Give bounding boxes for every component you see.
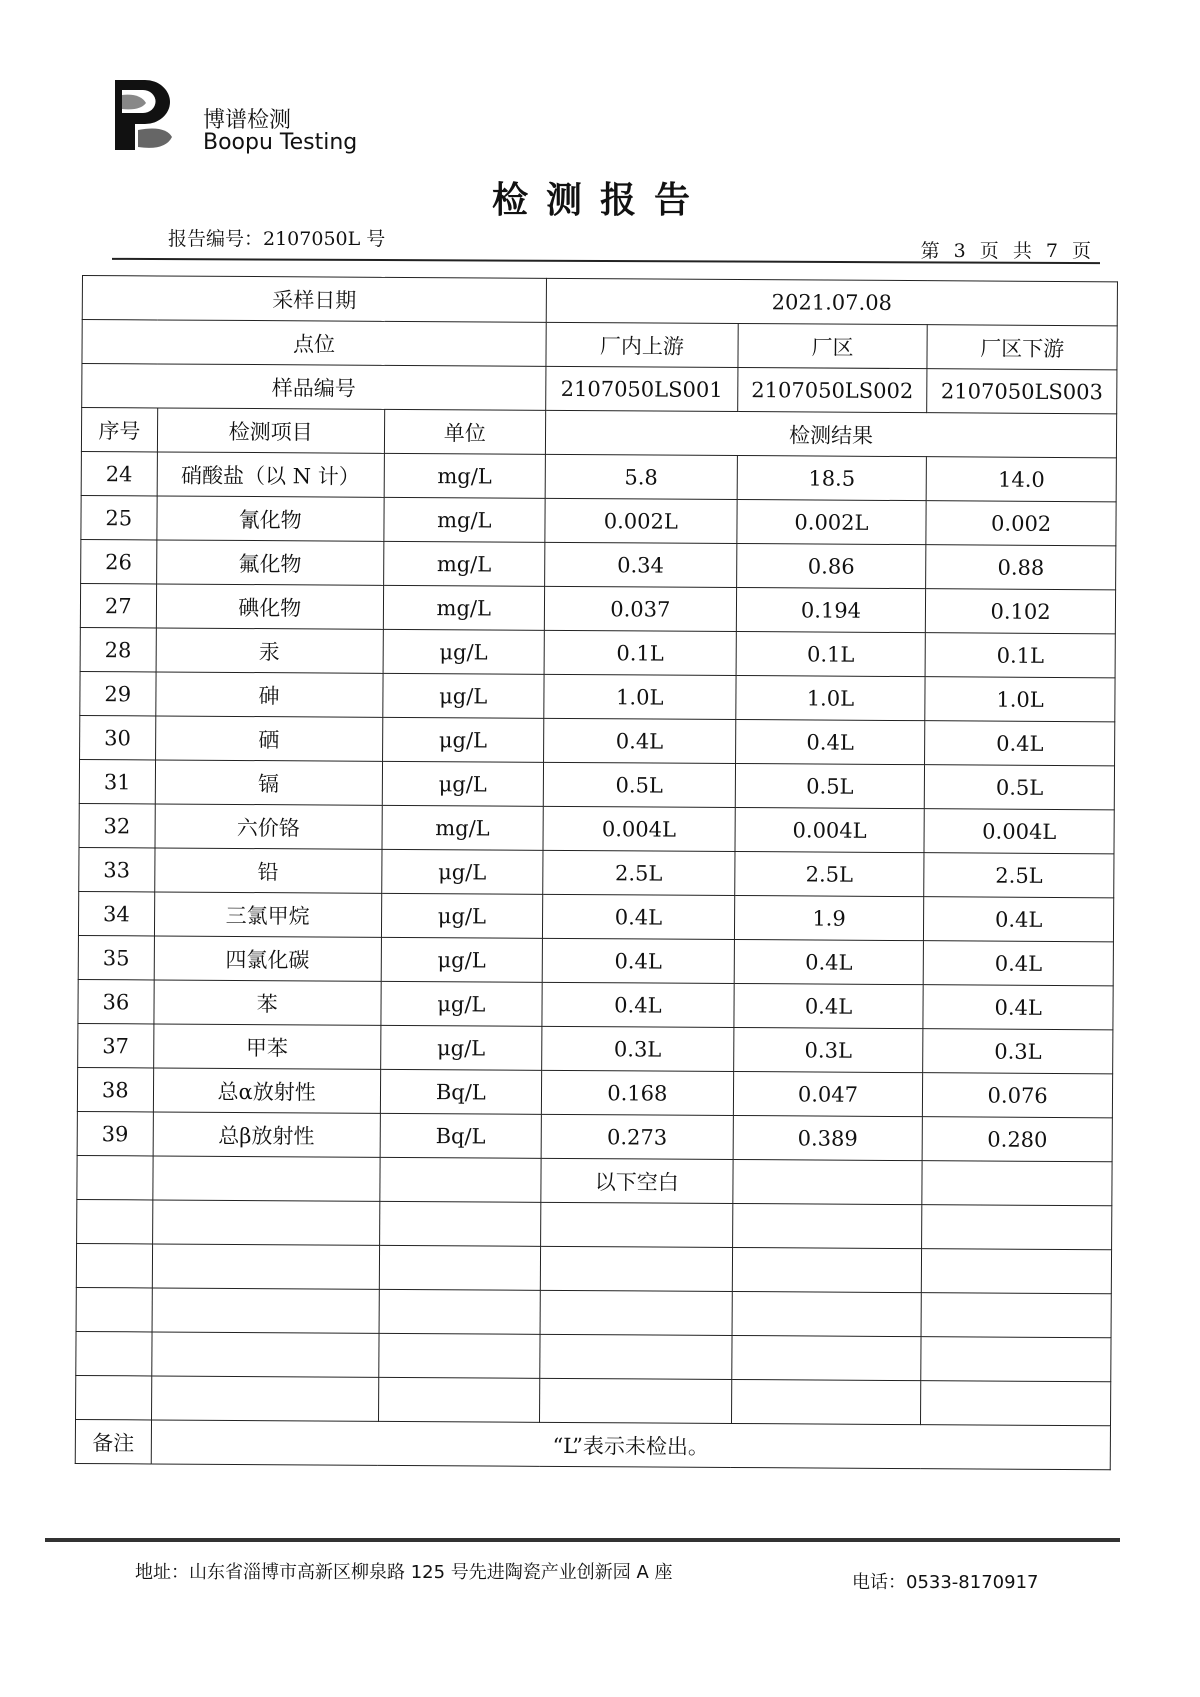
empty-cell bbox=[541, 1202, 733, 1247]
empty-cell bbox=[151, 1332, 378, 1377]
empty-cell bbox=[76, 1331, 152, 1375]
sample-no-row bbox=[82, 364, 1117, 414]
result-cell: 0.4L bbox=[734, 983, 924, 1028]
item-cell: 铅 bbox=[154, 848, 381, 893]
site-row bbox=[82, 320, 1117, 370]
seq-cell: 31 bbox=[79, 759, 155, 803]
item-cell: 硒 bbox=[155, 716, 382, 761]
empty-cell bbox=[921, 1293, 1111, 1338]
blank-row bbox=[77, 1155, 1112, 1205]
unit-cell: mg/L bbox=[382, 805, 544, 850]
result-cell: 0.4L bbox=[542, 894, 734, 939]
empty-cell bbox=[732, 1203, 922, 1248]
result-cell: 0.4L bbox=[542, 938, 734, 983]
seq-cell: 35 bbox=[78, 935, 154, 979]
result-cell: 0.3L bbox=[733, 1027, 923, 1072]
sampling-date-label: 采样日期 bbox=[82, 276, 546, 323]
result-cell: 0.1L bbox=[544, 630, 736, 675]
empty-cell bbox=[540, 1378, 732, 1423]
item-cell: 三氯甲烷 bbox=[154, 892, 381, 937]
result-cell: 1.0L bbox=[925, 677, 1115, 722]
document-title: 检测报告 bbox=[491, 179, 708, 221]
empty-cell bbox=[731, 1379, 921, 1424]
item-cell: 砷 bbox=[155, 672, 382, 717]
table-row bbox=[81, 539, 1116, 589]
blank-row bbox=[76, 1331, 1111, 1381]
seq-cell: 34 bbox=[78, 891, 154, 935]
seq-cell: 28 bbox=[80, 627, 156, 671]
empty-cell bbox=[152, 1244, 379, 1289]
result-cell: 0.004L bbox=[543, 806, 735, 851]
sample-no-label: 样品编号 bbox=[82, 364, 546, 411]
empty-cell bbox=[379, 1157, 541, 1202]
empty-cell bbox=[732, 1247, 922, 1292]
unit-cell: Bq/L bbox=[380, 1113, 542, 1158]
table-row bbox=[81, 495, 1116, 545]
sampling-date-value: 2021.07.08 bbox=[546, 278, 1117, 325]
unit-cell: Bq/L bbox=[380, 1069, 542, 1114]
seq-cell: 37 bbox=[78, 1023, 154, 1067]
table-row bbox=[77, 1067, 1112, 1117]
empty-cell bbox=[76, 1287, 152, 1331]
empty-cell bbox=[152, 1288, 379, 1333]
empty-cell bbox=[76, 1243, 152, 1287]
item-cell: 汞 bbox=[156, 628, 383, 673]
footer-divider bbox=[45, 1538, 1120, 1542]
empty-cell bbox=[379, 1289, 541, 1334]
result-cell: 0.4L bbox=[923, 985, 1113, 1030]
result-cell: 0.1L bbox=[736, 632, 926, 677]
table-row bbox=[78, 891, 1113, 941]
brand-name-en: Boopu Testing bbox=[203, 130, 358, 155]
col-seq: 序号 bbox=[81, 408, 157, 452]
result-cell: 2.5L bbox=[734, 851, 924, 896]
result-cell: 0.4L bbox=[925, 721, 1115, 766]
result-cell: 1.0L bbox=[735, 676, 925, 721]
empty-cell bbox=[379, 1245, 541, 1290]
seq-cell: 39 bbox=[77, 1111, 153, 1155]
result-cell: 0.102 bbox=[926, 589, 1116, 634]
seq-cell: 30 bbox=[80, 715, 156, 759]
item-cell: 苯 bbox=[154, 980, 381, 1025]
unit-cell: μg/L bbox=[381, 893, 543, 938]
result-cell: 0.273 bbox=[541, 1114, 733, 1159]
empty-cell bbox=[77, 1155, 153, 1199]
sample-no-3: 2107050LS003 bbox=[927, 369, 1117, 414]
item-cell: 碘化物 bbox=[156, 584, 383, 629]
table-row bbox=[78, 935, 1113, 985]
result-cell: 0.4L bbox=[542, 982, 734, 1027]
result-cell: 2.5L bbox=[543, 850, 735, 895]
result-cell: 0.004L bbox=[735, 807, 925, 852]
result-cell: 0.168 bbox=[541, 1070, 733, 1115]
result-cell: 0.002 bbox=[926, 501, 1116, 546]
remark-text: “L”表示未检出。 bbox=[151, 1420, 1111, 1470]
footer-address: 地址：山东省淄博市高新区柳泉路 125 号先进陶瓷产业创新园 A 座 bbox=[135, 1562, 673, 1583]
col-item: 检测项目 bbox=[157, 408, 384, 453]
result-cell: 0.002L bbox=[545, 498, 737, 543]
empty-cell bbox=[921, 1337, 1111, 1382]
result-cell: 0.4L bbox=[734, 939, 924, 984]
brand-name-cn: 博谱检测 bbox=[203, 108, 292, 133]
blank-row bbox=[76, 1375, 1111, 1425]
result-cell: 0.047 bbox=[733, 1071, 923, 1116]
empty-cell bbox=[540, 1246, 732, 1291]
result-cell: 0.34 bbox=[545, 542, 737, 587]
seq-cell: 38 bbox=[77, 1067, 153, 1111]
blank-row bbox=[76, 1243, 1111, 1293]
empty-cell bbox=[540, 1334, 732, 1379]
sample-no-2: 2107050LS002 bbox=[737, 368, 927, 413]
unit-cell: mg/L bbox=[384, 453, 546, 498]
empty-cell bbox=[922, 1205, 1112, 1250]
result-cell: 1.9 bbox=[734, 895, 924, 940]
empty-cell bbox=[378, 1333, 540, 1378]
result-cell: 0.002L bbox=[737, 500, 927, 545]
empty-cell bbox=[922, 1249, 1112, 1294]
seq-cell: 33 bbox=[79, 847, 155, 891]
result-cell: 0.037 bbox=[544, 586, 736, 631]
blank-note: 以下空白 bbox=[541, 1158, 733, 1203]
item-cell: 总β放射性 bbox=[153, 1112, 380, 1157]
result-cell: 0.194 bbox=[736, 588, 926, 633]
unit-cell: mg/L bbox=[383, 541, 545, 586]
empty-cell bbox=[379, 1201, 541, 1246]
table-row bbox=[80, 583, 1115, 633]
result-cell: 0.86 bbox=[736, 544, 926, 589]
empty-cell bbox=[733, 1159, 923, 1204]
result-cell: 0.5L bbox=[543, 762, 735, 807]
blank-row bbox=[76, 1287, 1111, 1337]
unit-cell: μg/L bbox=[382, 673, 544, 718]
blank-row bbox=[77, 1199, 1112, 1249]
seq-cell: 27 bbox=[80, 583, 156, 627]
footer-phone: 电话：0533-8170917 bbox=[852, 1572, 1039, 1593]
empty-cell bbox=[731, 1335, 921, 1380]
result-cell: 0.076 bbox=[923, 1073, 1113, 1118]
table-row bbox=[80, 671, 1115, 721]
seq-cell: 29 bbox=[80, 671, 156, 715]
item-cell: 四氯化碳 bbox=[154, 936, 381, 981]
result-cell: 0.3L bbox=[542, 1026, 734, 1071]
column-header-row bbox=[81, 408, 1116, 458]
remark-row bbox=[75, 1419, 1110, 1469]
empty-cell bbox=[922, 1161, 1112, 1206]
result-cell: 0.4L bbox=[544, 718, 736, 763]
item-cell: 六价铬 bbox=[155, 804, 382, 849]
results-table bbox=[75, 275, 1118, 1470]
result-cell: 0.389 bbox=[733, 1115, 923, 1160]
empty-cell bbox=[153, 1156, 380, 1201]
seq-cell: 26 bbox=[81, 539, 157, 583]
report-number: 报告编号：2107050L 号 bbox=[168, 228, 386, 250]
unit-cell: mg/L bbox=[383, 585, 545, 630]
result-cell: 14.0 bbox=[926, 457, 1116, 502]
empty-cell bbox=[921, 1381, 1111, 1426]
unit-cell: μg/L bbox=[381, 981, 543, 1026]
empty-cell bbox=[151, 1376, 378, 1421]
site-2: 厂区 bbox=[738, 324, 928, 369]
table-row bbox=[79, 759, 1114, 809]
table-row bbox=[78, 979, 1113, 1029]
unit-cell: μg/L bbox=[380, 1025, 542, 1070]
result-cell: 0.5L bbox=[735, 763, 925, 808]
unit-cell: μg/L bbox=[383, 629, 545, 674]
result-cell: 0.004L bbox=[924, 809, 1114, 854]
seq-cell: 25 bbox=[81, 495, 157, 539]
result-cell: 1.0L bbox=[544, 674, 736, 719]
empty-cell bbox=[540, 1290, 732, 1335]
result-cell: 0.5L bbox=[925, 765, 1115, 810]
result-cell: 0.1L bbox=[925, 633, 1115, 678]
col-unit: 单位 bbox=[384, 409, 546, 454]
unit-cell: μg/L bbox=[382, 717, 544, 762]
item-cell: 氰化物 bbox=[157, 496, 384, 541]
table-row bbox=[79, 847, 1114, 897]
unit-cell: μg/L bbox=[381, 849, 543, 894]
boopu-logo-icon bbox=[110, 75, 180, 155]
site-3: 厂区下游 bbox=[927, 325, 1117, 370]
seq-cell: 24 bbox=[81, 451, 157, 495]
result-cell: 0.4L bbox=[735, 720, 925, 765]
table-row bbox=[77, 1111, 1112, 1161]
empty-cell bbox=[732, 1291, 922, 1336]
item-cell: 镉 bbox=[155, 760, 382, 805]
empty-cell bbox=[152, 1200, 379, 1245]
item-cell: 硝酸盐（以 N 计） bbox=[157, 452, 384, 497]
table-row bbox=[80, 715, 1115, 765]
item-cell: 甲苯 bbox=[153, 1024, 380, 1069]
seq-cell: 36 bbox=[78, 979, 154, 1023]
result-cell: 0.88 bbox=[926, 545, 1116, 590]
col-result: 检测结果 bbox=[545, 410, 1116, 457]
empty-cell bbox=[378, 1377, 540, 1422]
result-cell: 0.4L bbox=[924, 897, 1114, 942]
site-label: 点位 bbox=[82, 320, 546, 367]
sample-no-1: 2107050LS001 bbox=[546, 366, 738, 411]
item-cell: 氟化物 bbox=[156, 540, 383, 585]
table-row bbox=[79, 803, 1114, 853]
result-cell: 0.3L bbox=[923, 1029, 1113, 1074]
table-row bbox=[78, 1023, 1113, 1073]
site-1: 厂内上游 bbox=[546, 322, 738, 367]
sampling-date-row bbox=[82, 276, 1117, 326]
table-row bbox=[80, 627, 1115, 677]
unit-cell: mg/L bbox=[384, 497, 546, 542]
table-row bbox=[81, 451, 1116, 501]
item-cell: 总α放射性 bbox=[153, 1068, 380, 1113]
remark-label: 备注 bbox=[75, 1419, 151, 1463]
result-cell: 5.8 bbox=[545, 454, 737, 499]
empty-cell bbox=[76, 1375, 152, 1419]
result-cell: 0.280 bbox=[922, 1117, 1112, 1162]
result-cell: 2.5L bbox=[924, 853, 1114, 898]
unit-cell: μg/L bbox=[382, 761, 544, 806]
result-cell: 18.5 bbox=[737, 456, 927, 501]
page-indicator: 第 3 页 共 7 页 bbox=[920, 240, 1095, 262]
result-cell: 0.4L bbox=[923, 941, 1113, 986]
unit-cell: μg/L bbox=[381, 937, 543, 982]
empty-cell bbox=[77, 1199, 153, 1243]
seq-cell: 32 bbox=[79, 803, 155, 847]
